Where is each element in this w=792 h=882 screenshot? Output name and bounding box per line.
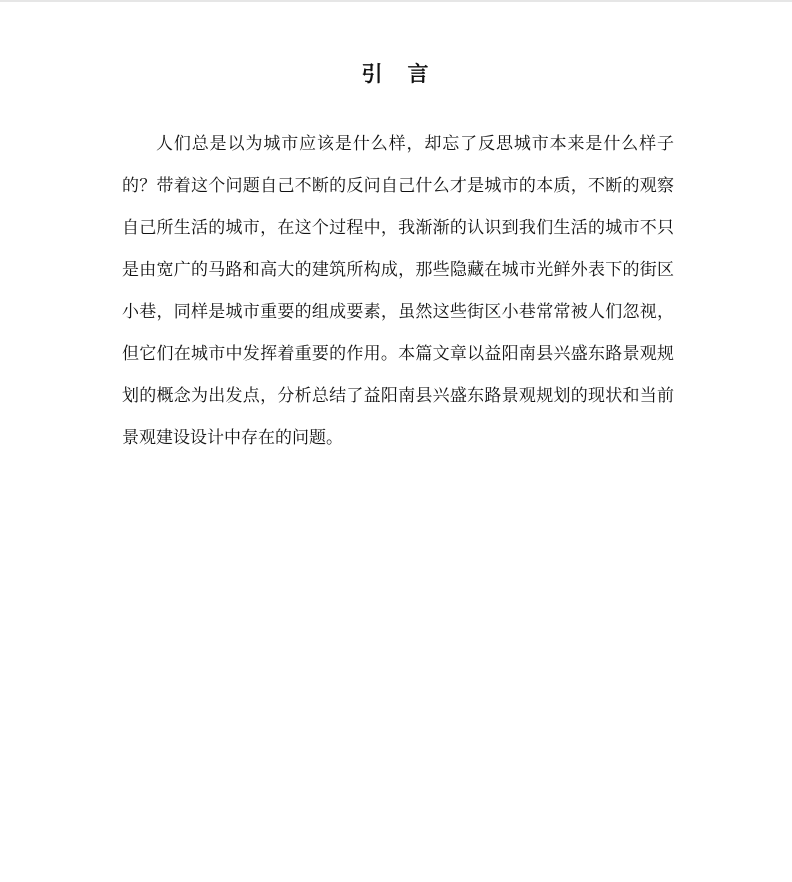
page-title: 引 言 [361, 62, 431, 86]
body-paragraph: 人们总是以为城市应该是什么样，却忘了反思城市本来是什么样子的？带着这个问题自己不断的反问自己什么才是城市的本质，不断的观察自己所生活的城市，在这个过程中，我渐渐的认识到我们生活的城市不只是由宽广的马路和高大的建筑所构成，那些隐藏在城市光鲜外表下的街区小巷，同样是城市重要的组成要素，虽然这些街区小巷常常被人们忽视，但它们在城市中发挥着重要的作用。本篇文章以益阳南县兴盛东路景观规划的概念为出发点，分析总结了益阳南县兴盛东路景观规划的现状和当前景观建设设计中存在的问题。 [122, 134, 674, 448]
